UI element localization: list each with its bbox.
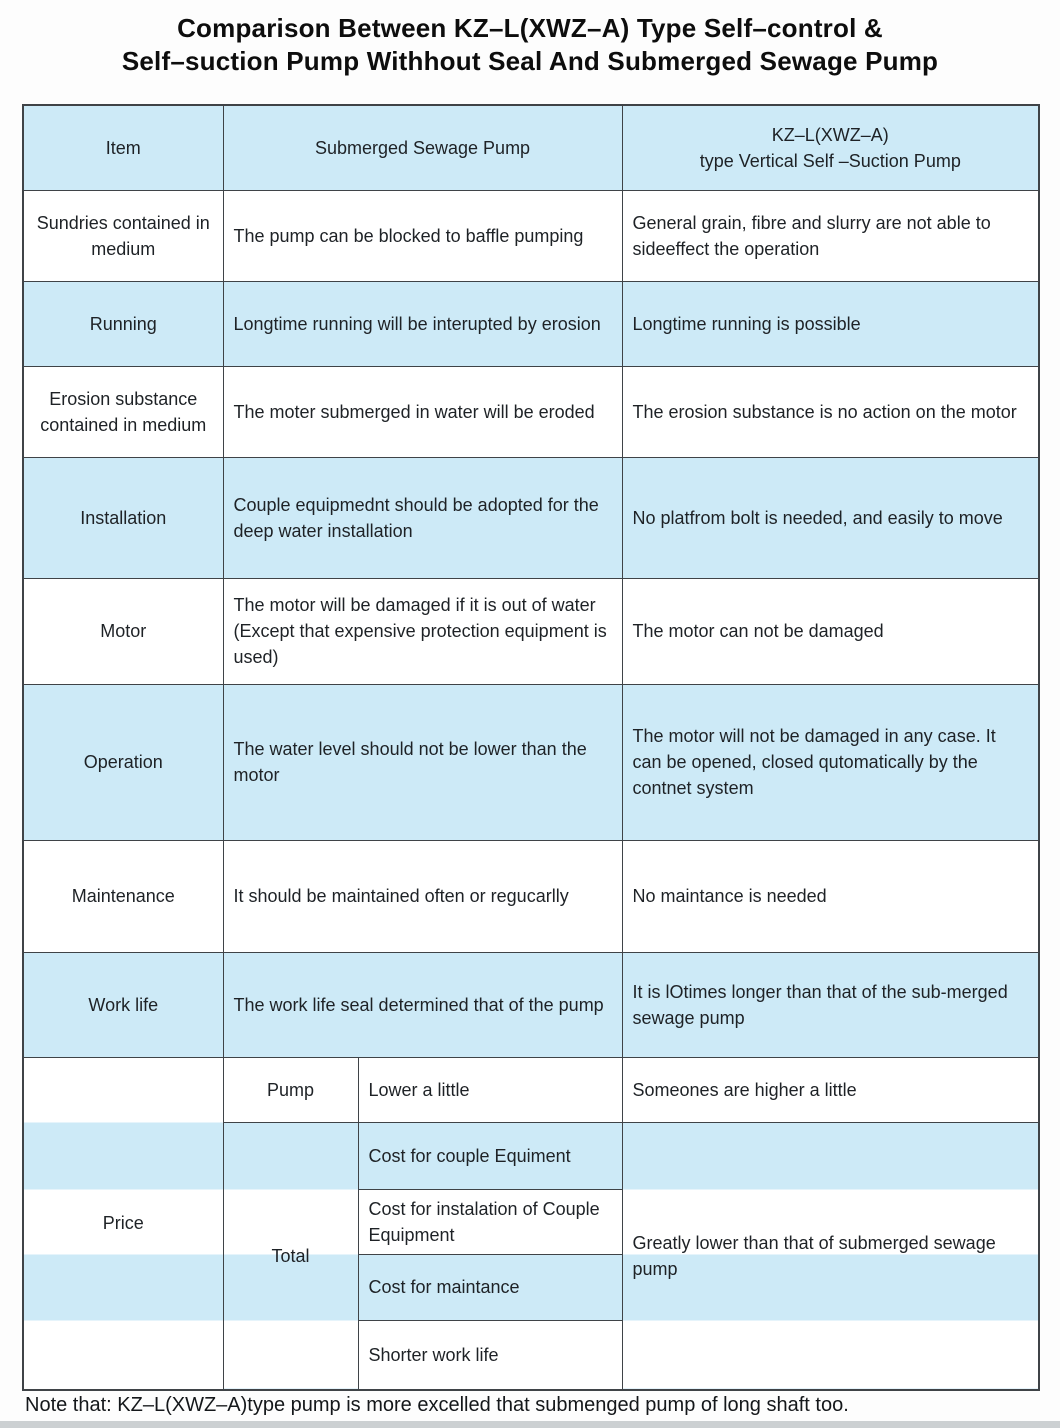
row-operation [23,684,1039,840]
row-motor [23,578,1039,684]
row-operation-item: Operation [23,684,223,840]
row-running-kzl: Longtime running is possible [622,281,1039,366]
row-erosion-submerged: The moter submerged in water will be eroded [223,366,622,457]
row-operation-submerged: The water level should not be lower than the motor [223,684,622,840]
row-sundries [23,190,1039,281]
row-worklife-kzl: It is lOtimes longer than that of the sub-merged sewage pump [622,952,1039,1057]
page-title-line1: Comparison Between KZ–L(XWZ–A) Type Self–control & [177,13,883,43]
row-sundries-submerged: The pump can be blocked to baffle pumping [223,190,622,281]
table-header-row [23,105,1039,190]
header-submerged: Submerged Sewage Pump [223,105,622,190]
price-label-cell: Price [23,1057,223,1390]
row-erosion-kzl: The erosion substance is no action on the motor [622,366,1039,457]
row-running [23,281,1039,366]
price-pump-label: Pump [223,1057,358,1122]
bottom-edge-bar [0,1421,1060,1428]
price-total-label: Total [223,1122,358,1390]
header-item: Item [23,105,223,190]
price-pump-submerged: Lower a little [358,1057,622,1122]
row-running-submerged: Longtime running will be interupted by erosion [223,281,622,366]
price-cost-installation: Cost for instalation of Couple Equipment [358,1189,622,1254]
row-installation-submerged: Couple equipmednt should be adopted for the deep water installation [223,457,622,578]
price-total-kzl: Greatly lower than that of submerged sewage pump [622,1122,1039,1390]
row-worklife-submerged: The work life seal determined that of the pump [223,952,622,1057]
price-pump-kzl: Someones are higher a little [622,1057,1039,1122]
row-installation-item: Installation [23,457,223,578]
row-motor-item: Motor [23,578,223,684]
row-erosion-item: Erosion substance contained in medium [23,366,223,457]
row-maintenance-item: Maintenance [23,840,223,952]
row-maintenance-submerged: It should be maintained often or regucarlly [223,840,622,952]
row-motor-kzl: The motor can not be damaged [622,578,1039,684]
row-maintenance [23,840,1039,952]
header-kzl-line2: type Vertical Self –Suction Pump [699,150,961,171]
row-erosion [23,366,1039,457]
row-sundries-item: Sundries contained in medium [23,190,223,281]
header-kzl-line1: KZ–L(XWZ–A) [771,124,889,145]
header-kzl [622,105,1039,190]
row-installation-kzl: No platfrom bolt is needed, and easily to move [622,457,1039,578]
row-maintenance-kzl: No maintance is needed [622,840,1039,952]
page-title-line2: Self–suction Pump Withhout Seal And Submerged Sewage Pump [121,46,939,76]
row-price-pump [23,1057,1039,1122]
page-title [0,12,1060,78]
comparison-table [22,104,1040,1391]
price-shorter-worklife: Shorter work life [358,1320,622,1390]
row-operation-kzl: The motor will not be damaged in any case. It can be opened, closed qutomatically by the contnet system [622,684,1039,840]
row-worklife-item: Work life [23,952,223,1057]
row-worklife [23,952,1039,1057]
row-installation [23,457,1039,578]
footnote: Note that: KZ–L(XWZ–A)type pump is more excelled that submenged pump of long shaft too. [25,1394,849,1416]
price-cost-maintenance: Cost for maintance [358,1254,622,1320]
row-sundries-kzl: General grain, fibre and slurry are not able to sideeffect the operation [622,190,1039,281]
price-cost-couple: Cost for couple Equiment [358,1122,622,1189]
row-running-item: Running [23,281,223,366]
row-motor-submerged: The motor will be damaged if it is out of water (Except that expensive protection equipment is used) [223,578,622,684]
